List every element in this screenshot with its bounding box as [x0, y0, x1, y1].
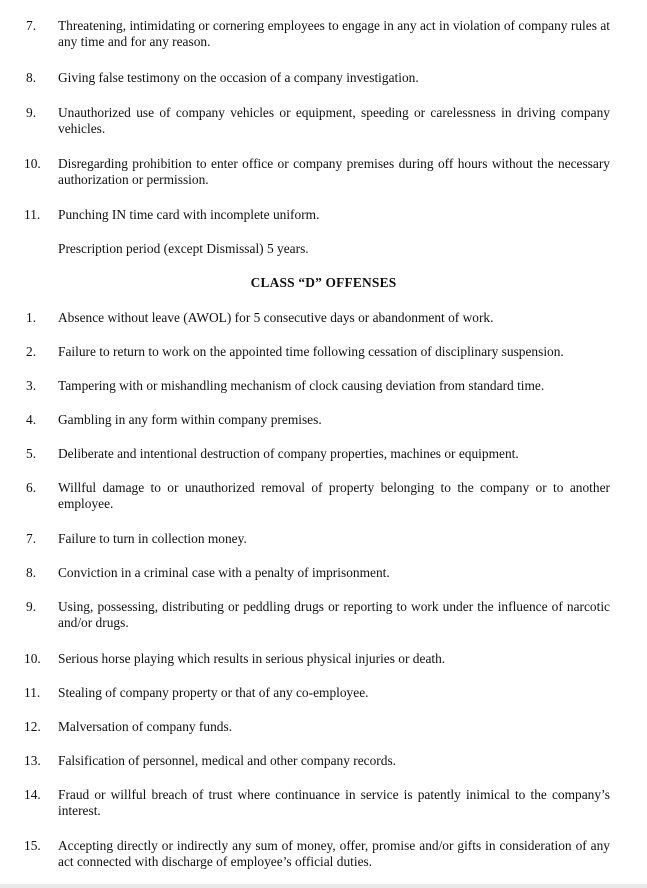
item-number: 9.	[26, 105, 37, 120]
item-text: Fraud or willful breach of trust where continuance in service is patently inimical to the company’s interest.	[58, 787, 610, 818]
item-text: Failure to turn in collection money.	[58, 531, 247, 546]
item-text: Giving false testimony on the occasion of a company investigation.	[58, 70, 419, 85]
item-text: Threatening, intimidating or cornering employees to engage in any act in violation of company rules at any time and for any reason.	[58, 18, 610, 49]
item-number: 7.	[26, 18, 37, 33]
item-text: Punching IN time card with incomplete uniform.	[58, 207, 320, 222]
item-number: 10.	[24, 651, 41, 666]
item-text: Accepting directly or indirectly any sum of money, offer, promise and/or gifts in consideration of any act connected with discharge of employee’s official duties.	[58, 838, 610, 869]
item-number: 2.	[26, 344, 37, 359]
item-number: 12.	[24, 719, 41, 734]
item-text: Disregarding prohibition to enter office or company premises during off hours without the necessary authorization or permission.	[58, 156, 610, 187]
item-text: Malversation of company funds.	[58, 719, 233, 734]
page-bottom-edge	[0, 884, 647, 888]
item-number: 9.	[26, 599, 37, 614]
item-number: 7.	[26, 531, 37, 546]
item-number: 8.	[26, 70, 37, 85]
item-text: Unauthorized use of company vehicles or equipment, speeding or carelessness in driving company vehicles.	[58, 105, 610, 136]
prescription-note: Prescription period (except Dismissal) 5 years.	[58, 241, 309, 256]
item-number: 11.	[24, 685, 41, 700]
item-text: Gambling in any form within company premises.	[58, 412, 322, 427]
item-number: 4.	[26, 412, 37, 427]
item-number: 8.	[26, 565, 37, 580]
item-text: Deliberate and intentional destruction of company properties, machines or equipment.	[58, 446, 519, 461]
item-number: 5.	[26, 446, 37, 461]
item-text: Using, possessing, distributing or peddling drugs or reporting to work under the influence of narcotic and/or drugs.	[58, 599, 610, 630]
item-number: 10.	[24, 156, 41, 171]
item-text: Tampering with or mishandling mechanism of clock causing deviation from standard time.	[58, 378, 545, 393]
item-number: 13.	[24, 753, 41, 768]
item-text: Stealing of company property or that of any co-employee.	[58, 685, 369, 700]
item-text: Willful damage to or unauthorized removal of property belonging to the company or to another employee.	[58, 480, 610, 511]
item-number: 14.	[24, 787, 41, 802]
item-text: Conviction in a criminal case with a penalty of imprisonment.	[58, 565, 390, 580]
section-heading: CLASS “D” OFFENSES	[250, 275, 397, 290]
item-text: Serious horse playing which results in serious physical injuries or death.	[58, 651, 446, 666]
item-number: 11.	[24, 207, 41, 222]
item-text: Falsification of personnel, medical and other company records.	[58, 753, 397, 768]
item-text: Failure to return to work on the appointed time following cessation of disciplinary suspension.	[58, 344, 564, 359]
item-number: 3.	[26, 378, 37, 393]
item-number: 15.	[24, 838, 41, 853]
item-number: 6.	[26, 480, 37, 495]
item-number: 1.	[26, 310, 37, 325]
item-text: Absence without leave (AWOL) for 5 consecutive days or abandonment of work.	[58, 310, 494, 325]
